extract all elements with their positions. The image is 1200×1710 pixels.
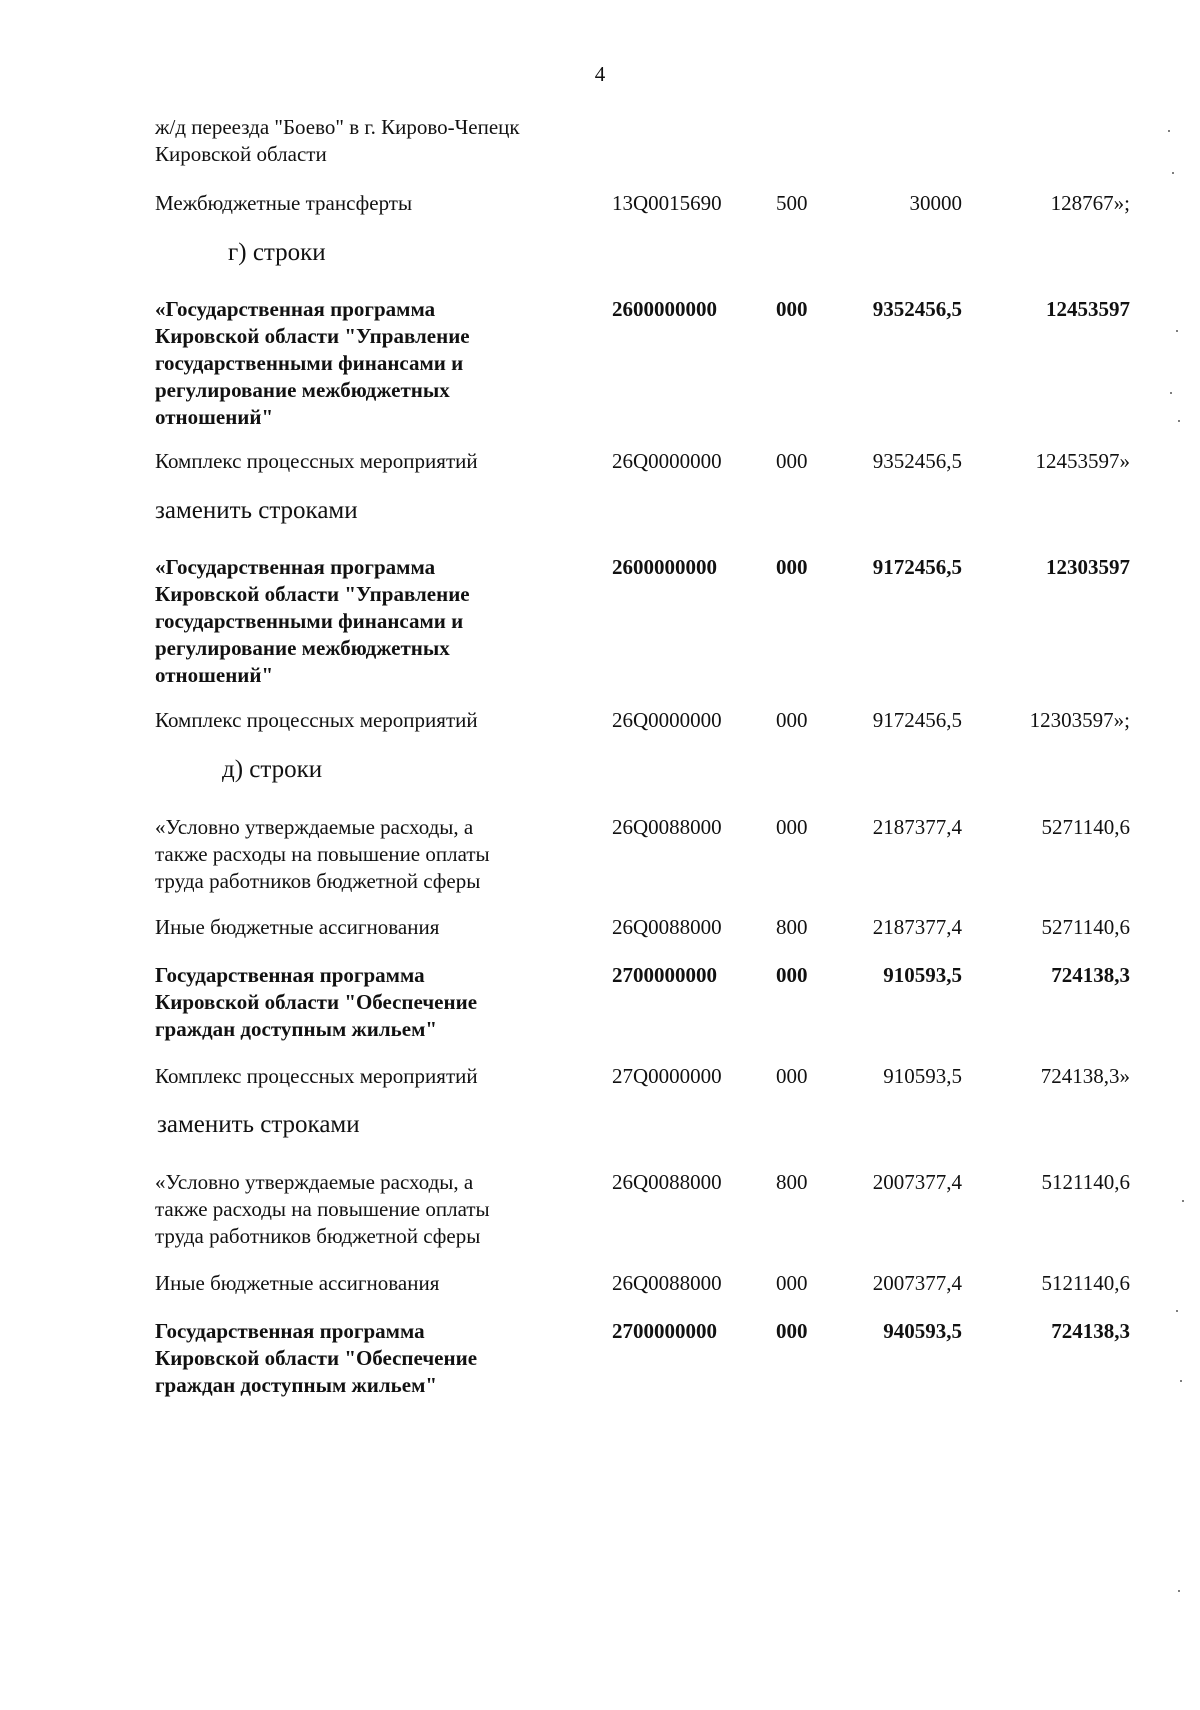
row-sum-1: 940593,5 [883,1319,962,1343]
row-sum-1: 2007377,4 [872,1170,962,1194]
row-code: 13Q0015690 [612,191,722,215]
row-sum-1: 2187377,4 [872,915,962,939]
row-name: Государственная программа Кировской области "Обеспечение граждан доступным жильем" [155,963,478,1041]
row-sum-2: 128767»; [1050,191,1130,215]
scan-speck [1170,392,1172,394]
row-name: Государственная программа Кировской области "Обеспечение граждан доступным жильем" [155,1319,478,1397]
row-sum-2: 5121140,6 [1041,1170,1130,1194]
row-code: 26Q0088000 [612,1170,722,1194]
row-type: 000 [776,449,808,473]
row-sum-2: 5121140,6 [1041,1271,1130,1295]
intro-text: ж/д переезда "Боево" в г. Кирово-Чепецк Кировской области [155,115,520,166]
scan-speck [1172,172,1174,174]
row-type: 800 [776,1170,808,1194]
scan-speck [1178,420,1180,422]
row-sum-1: 2007377,4 [872,1271,962,1295]
row-sum-2: 5271140,6 [1041,815,1130,839]
row-sum-2: 12453597 [1046,297,1130,321]
row-code: 26Q0088000 [612,915,722,939]
row-code: 26Q0088000 [612,815,722,839]
row-name: «Условно утверждаемые расходы, а также расходы на повышение оплаты труда работников бюджетной сферы [155,1170,490,1248]
row-code: 2600000000 [612,555,717,579]
row-sum-2: 724138,3 [1051,1319,1130,1343]
row-sum-2: 12303597»; [1029,708,1130,732]
scan-speck [1176,1310,1178,1312]
scan-speck [1176,330,1178,332]
row-sum-2: 12303597 [1046,555,1130,579]
row-type: 000 [776,297,808,321]
page-number: 4 [594,62,606,86]
row-code: 2600000000 [612,297,717,321]
row-type: 000 [776,708,808,732]
replace-label: заменить строками [157,1111,360,1138]
row-code: 27Q0000000 [612,1064,722,1088]
row-sum-2: 724138,3» [1040,1064,1130,1088]
row-name: Иные бюджетные ассигнования [155,1271,440,1295]
row-name: Иные бюджетные ассигнования [155,915,440,939]
row-name: Комплекс процессных мероприятий [155,449,478,473]
row-name: Комплекс процессных мероприятий [155,708,478,732]
row-type: 800 [776,915,808,939]
row-code: 26Q0000000 [612,449,722,473]
row-sum-1: 910593,5 [883,963,962,987]
row-code: 26Q0088000 [612,1271,722,1295]
row-type: 000 [776,815,808,839]
row-type: 000 [776,1271,808,1295]
row-sum-1: 9172456,5 [872,555,962,579]
row-name: «Государственная программа Кировской области "Управление государственными финансами и регулирование межбюджетных отношений" [155,555,470,687]
row-name: «Условно утверждаемые расходы, а также расходы на повышение оплаты труда работников бюджетной сферы [155,815,490,893]
row-sum-1: 910593,5 [883,1064,962,1088]
row-sum-1: 9352456,5 [872,297,962,321]
scan-speck [1178,1590,1180,1592]
scan-speck [1182,1200,1184,1202]
row-sum-1: 9172456,5 [872,708,962,732]
row-type: 000 [776,1064,808,1088]
row-code: 2700000000 [612,1319,717,1343]
row-sum-2: 5271140,6 [1041,915,1130,939]
row-type: 500 [776,191,808,215]
row-type: 000 [776,1319,808,1343]
row-sum-1: 9352456,5 [872,449,962,473]
row-sum-1: 2187377,4 [872,815,962,839]
section-heading-d: д) строки [222,756,323,783]
scan-speck [1180,1380,1182,1382]
scan-speck [1168,130,1170,132]
row-sum-1: 30000 [909,191,962,215]
section-heading-g: г) строки [228,239,326,266]
row-type: 000 [776,963,808,987]
row-type: 000 [776,555,808,579]
row-code: 2700000000 [612,963,717,987]
row-name: Комплекс процессных мероприятий [155,1064,478,1088]
row-name: «Государственная программа Кировской области "Управление государственными финансами и регулирование межбюджетных отношений" [155,297,470,429]
row-sum-2: 724138,3 [1051,963,1130,987]
row-name: Межбюджетные трансферты [155,191,413,215]
row-code: 26Q0000000 [612,708,722,732]
row-sum-2: 12453597» [1035,449,1130,473]
replace-label: заменить строками [155,497,358,524]
